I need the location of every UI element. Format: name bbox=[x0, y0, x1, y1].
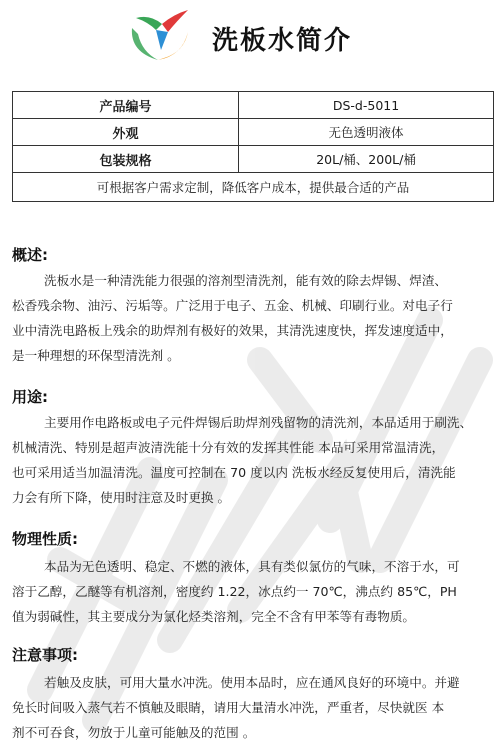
text-line: 主要用作电路板或电子元件焊锡后助焊剂残留物的清洗剂，本品适用于刷洗、 bbox=[44, 415, 473, 430]
spec-note: 可根据客户需求定制，降低客户成本，提供最合适的产品 bbox=[13, 173, 494, 202]
spec-table bbox=[12, 91, 494, 202]
section-heading-physical: 物理性质: bbox=[12, 530, 78, 548]
spec-row bbox=[13, 119, 494, 146]
text-line: 溶于乙醇，乙醚等有机溶剂，密度约 1.22，冰点约一 70℃，沸点约 85℃，PH bbox=[12, 584, 457, 599]
company-logo-icon bbox=[128, 8, 192, 66]
text-line: 值为弱碱性，其主要成分为氯化烃类溶剂，完全不含有甲苯等有毒物质。 bbox=[12, 609, 415, 624]
text-line: 是一种理想的环保型清洗剂 。 bbox=[12, 348, 180, 363]
spec-row bbox=[13, 92, 494, 119]
spec-note-row bbox=[13, 173, 494, 202]
text-line: 机械清洗、特别是超声波清洗能十分有效的发挥其性能 本品可采用常温清洗， bbox=[12, 440, 445, 455]
text-line: 免长时间吸入蒸气若不慎触及眼睛，请用大量清水冲洗，严重者，尽快就医 本 bbox=[12, 700, 445, 715]
header bbox=[0, 0, 503, 80]
section-body-overview bbox=[12, 268, 496, 368]
text-line: 本品为无色透明、稳定、不燃的液体，具有类似氯仿的气味，不溶于水，可 bbox=[44, 559, 460, 574]
spec-value: DS-d-5011 bbox=[239, 92, 494, 119]
spec-label: 包装规格 bbox=[13, 146, 239, 173]
section-body-precautions bbox=[12, 670, 496, 745]
text-line: 也可采用适当加温清洗。温度可控制在 70 度以内 洗板水经反复使用后，清洗能 bbox=[12, 465, 456, 480]
text-line: 松香残余物、油污、污垢等。广泛用于电子、五金、机械、印刷行业。对电子行 bbox=[12, 298, 453, 313]
spec-row bbox=[13, 146, 494, 173]
spec-label: 产品编号 bbox=[13, 92, 239, 119]
spec-value: 无色透明液体 bbox=[239, 119, 494, 146]
page-title: 洗板水简介 bbox=[212, 26, 353, 56]
text-line: 洗板水是一种清洗能力很强的溶剂型清洗剂，能有效的除去焊锡、焊渣、 bbox=[44, 273, 447, 288]
section-heading-precautions: 注意事项: bbox=[12, 646, 78, 664]
spec-value: 20L/桶、200L/桶 bbox=[239, 146, 494, 173]
section-heading-usage: 用途: bbox=[12, 388, 48, 406]
section-heading-overview: 概述: bbox=[12, 246, 48, 264]
text-line: 业中清洗电路板上残余的助焊剂有极好的效果，其清洗速度快，挥发速度适中， bbox=[12, 323, 453, 338]
text-line: 若触及皮肤，可用大量水冲洗。使用本品时，应在通风良好的环境中。并避 bbox=[44, 675, 460, 690]
text-line: 力会有所下降，使用时注意及时更换 。 bbox=[12, 490, 231, 505]
section-body-physical bbox=[12, 554, 496, 629]
spec-label: 外观 bbox=[13, 119, 239, 146]
text-line: 剂不可吞食，勿放于儿童可能触及的范围 。 bbox=[12, 725, 256, 740]
section-body-usage bbox=[12, 410, 496, 510]
